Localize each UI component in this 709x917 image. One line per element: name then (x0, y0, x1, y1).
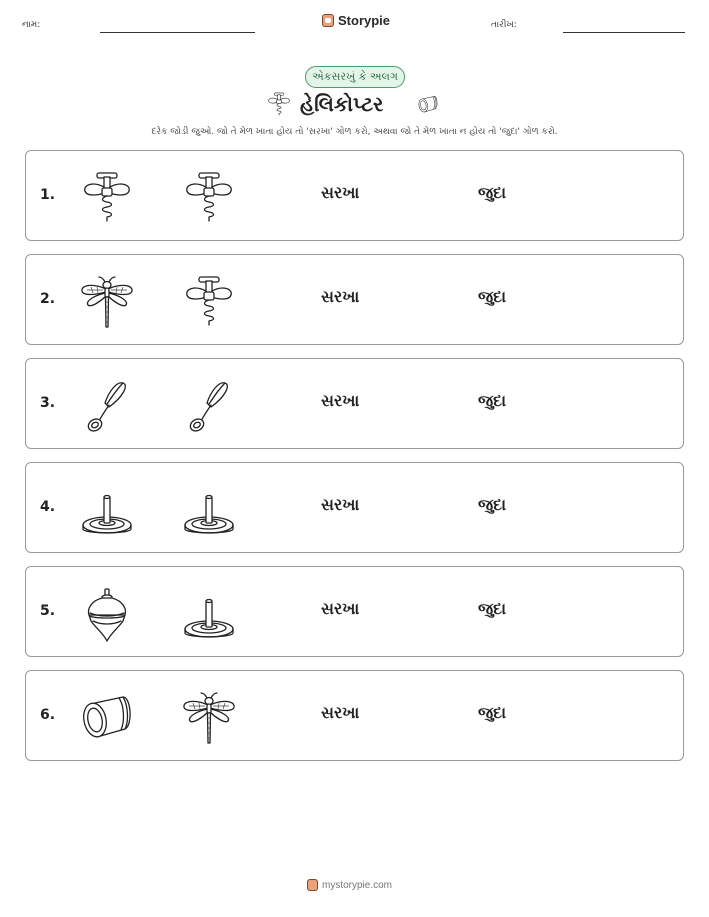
worksheet-badge: એકસરખું કે અલગ (305, 66, 405, 88)
pair-row-1 (25, 150, 684, 241)
footer-site[interactable]: mystorypie.com (322, 879, 393, 891)
corkscrew-icon (181, 275, 237, 331)
row-number: 3. (40, 395, 56, 411)
different-option[interactable]: જુદા (478, 391, 507, 410)
same-option[interactable]: સરખા (321, 391, 360, 410)
same-option[interactable]: સરખા (321, 703, 360, 722)
different-option[interactable]: જુદા (478, 183, 507, 202)
disc-top-icon (79, 483, 135, 539)
pair-row-3 (25, 358, 684, 449)
same-option[interactable]: સરખા (321, 183, 360, 202)
storypie-logo-icon (322, 14, 334, 27)
pair-row-6 (25, 670, 684, 761)
title-row (0, 88, 709, 122)
row-number: 2. (40, 291, 56, 307)
pair-row-5 (25, 566, 684, 657)
instruction-text: દરેક જોડી જુઓ. જો તે મેળ ખાતા હોય તો 'સરખા' ગોળ કરો, અથવા જો તે મેળ ખાતા ન હોય તો 'જુદા' ગોળ કરો. (151, 127, 558, 137)
page-title: હેલિકોપ્ટર (300, 92, 384, 116)
spinning-top-icon (79, 587, 135, 643)
cylinder-icon (413, 94, 443, 120)
date-label: તારીખ: (491, 20, 517, 30)
brand-logo (322, 13, 390, 28)
corkscrew-icon (79, 171, 135, 227)
brand-name: Storypie (338, 13, 391, 28)
same-option[interactable]: સરખા (321, 495, 360, 514)
row-number: 5. (40, 603, 56, 619)
cylinder-icon (79, 691, 135, 747)
seed-pod-icon (79, 379, 135, 435)
corkscrew-icon (266, 92, 292, 122)
same-option[interactable]: સરખા (321, 599, 360, 618)
row-number: 4. (40, 499, 56, 515)
page-footer (307, 879, 392, 891)
different-option[interactable]: જુદા (478, 599, 507, 618)
disc-top-icon (181, 587, 237, 643)
different-option[interactable]: જુદા (478, 495, 507, 514)
page-header (0, 0, 709, 40)
same-option[interactable]: સરખા (321, 287, 360, 306)
corkscrew-icon (181, 171, 237, 227)
different-option[interactable]: જુદા (478, 703, 507, 722)
dragonfly-icon (181, 691, 237, 747)
seed-pod-icon (181, 379, 237, 435)
pair-row-2 (25, 254, 684, 345)
row-number: 1. (40, 187, 56, 203)
disc-top-icon (181, 483, 237, 539)
date-line[interactable] (563, 32, 685, 33)
pair-row-4 (25, 462, 684, 553)
storypie-logo-icon (307, 879, 318, 891)
name-line[interactable] (100, 32, 255, 33)
different-option[interactable]: જુદા (478, 287, 507, 306)
dragonfly-icon (79, 275, 135, 331)
name-label: નામ: (22, 20, 41, 30)
row-number: 6. (40, 707, 56, 723)
